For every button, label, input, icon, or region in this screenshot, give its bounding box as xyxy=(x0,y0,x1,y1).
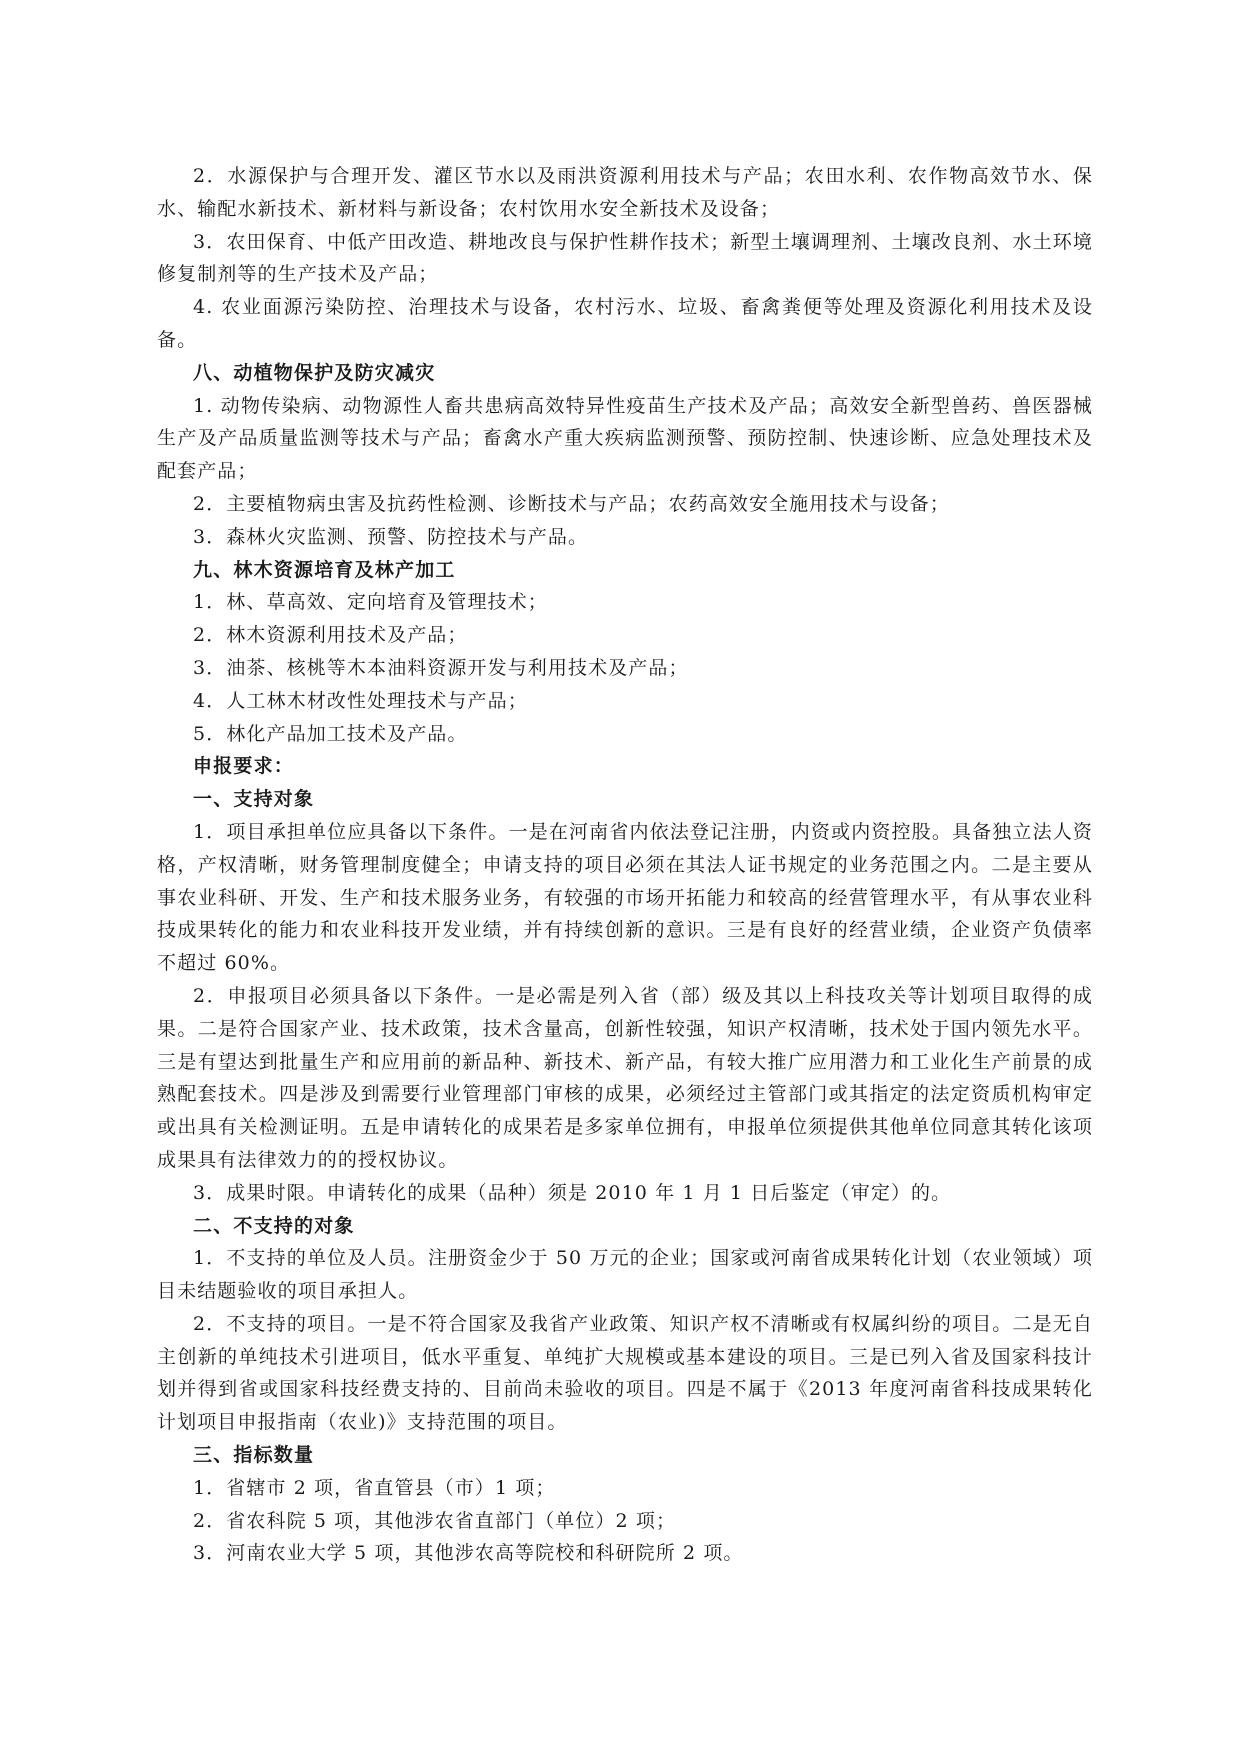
para-forest-fire: 3．森林火灾监测、预警、防控技术与产品。 xyxy=(193,525,589,548)
para-plant-pests: 2．主要植物病虫害及抗药性检测、诊断技术与产品；农药高效安全施用技术与设备； xyxy=(193,492,950,515)
para-quota-cities: 1．省辖市 2 项，省直管县（市）1 项； xyxy=(193,1476,556,1499)
para-time-limit: 3．成果时限。申请转化的成果（品种）须是 2010 年 1 月 1 日后鉴定（审定）的。 xyxy=(193,1181,952,1204)
para-water-source: 2．水源保护与合理开发、灌区节水以及雨洪资源利用技术与产品；农田水利、农作物高效节水、保水、输配水新技术、新材料与新设备；农村饮用水安全新技术及设备； xyxy=(157,165,1093,220)
para-project-conditions: 2．申报项目必须具备以下条件。一是必需是列入省（部）级及其以上科技攻关等计划项目取得的成果。二是符合国家产业、技术政策，技术含量高，创新性较强，知识产权清晰，技术处于国内领先水平。三是有望达到批量生产和应用前的新品种、新技术、新产品，有较大推广应用潜力和工业化生产前景的成熟配套技术。四是涉及到需要行业管理部门审核的成果，必须经过主管部门或其指定的法定资质机构审定或出具有关检测证明。五是申请转化的成果若是多家单位拥有，申报单位须提供其他单位同意其转化该项成果具有法律效力的的授权协议。 xyxy=(157,984,1093,1171)
para-forest-resources: 2．林木资源利用技术及产品； xyxy=(193,624,468,647)
para-unsupported-projects: 2．不支持的项目。一是不符合国家及我省产业政策、知识产权不清晰或有权属纠纷的项目。二是无自主创新的单纯技术引进项目，低水平重复、单纯扩大规模或基本建设的项目。三是已列入省及国家科技计划并得到省或国家科技经费支持的、目前尚未验收的项目。四是不属于《2013 年度河南省科技成果转化计划项目申报指南（农业)》支持范围的项目。 xyxy=(157,1312,1093,1434)
heading-section-9: 九、林木资源培育及林产加工 xyxy=(193,558,456,581)
para-wood-modification: 4．人工林木材改性处理技术与产品； xyxy=(193,689,528,712)
document-body xyxy=(157,160,1093,1570)
para-forest-cultivation: 1．林、草高效、定向培育及管理技术； xyxy=(193,591,548,614)
heading-section-8: 八、动植物保护及防灾减灾 xyxy=(193,361,436,384)
heading-not-supported: 二、不支持的对象 xyxy=(193,1214,355,1237)
heading-quota: 三、指标数量 xyxy=(193,1444,315,1467)
heading-requirements: 申报要求： xyxy=(193,755,295,778)
para-unsupported-units: 1．不支持的单位及人员。注册资金少于 50 万元的企业；国家或河南省成果转化计划（农业领域）项目未结题验收的项目承担人。 xyxy=(157,1247,1093,1303)
para-unit-conditions: 1．项目承担单位应具备以下条件。一是在河南省内依法登记注册，内资或内资控股。具备独立法人资格，产权清晰，财务管理制度健全；申请支持的项目必须在其法人证书规定的业务范围之内。二是主要从事农业科研、开发、生产和技术服务业务，有较强的市场开拓能力和较高的经营管理水平，有从事农业科技成果转化的能力和农业科技开发业绩，并有持续创新的意识。三是有良好的经营业绩，企业资产负债率不超过 60%。 xyxy=(157,820,1093,975)
para-animal-disease: 1. 动物传染病、动物源性人畜共患病高效特异性疫苗生产技术及产品；高效安全新型兽药、兽医器械生产及产品质量监测等技术与产品；畜禽水产重大疾病监测预警、预防控制、快速诊断、应急处理技术及配套产品； xyxy=(157,394,1093,483)
para-forest-products: 5．林化产品加工技术及产品。 xyxy=(193,722,468,745)
para-pollution: 4. 农业面源污染防控、治理技术与设备，农村污水、垃圾、畜禽粪便等处理及资源化利用技术及设备。 xyxy=(157,296,1093,351)
heading-supported: 一、支持对象 xyxy=(193,788,315,811)
para-farmland: 3．农田保育、中低产田改造、耕地改良与保护性耕作技术；新型土壤调理剂、土壤改良剂、水土环境修复制剂等的生产技术及产品； xyxy=(157,230,1093,286)
para-quota-university: 3．河南农业大学 5 项，其他涉农高等院校和科研院所 2 项。 xyxy=(193,1542,744,1565)
para-oil-crops: 3．油茶、核桃等木本油料资源开发与利用技术及产品； xyxy=(193,656,689,679)
para-quota-academy: 2．省农科院 5 项，其他涉农省直部门（单位）2 项； xyxy=(193,1509,677,1532)
